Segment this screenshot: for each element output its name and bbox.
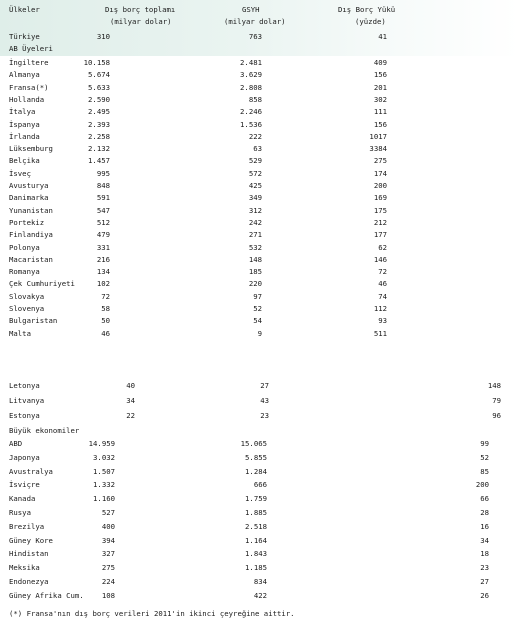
debt-value: 1.160 bbox=[93, 494, 115, 504]
ratio-value: 46 bbox=[378, 279, 387, 289]
ratio-value: 111 bbox=[373, 107, 387, 117]
ratio-value: 34 bbox=[480, 535, 489, 545]
gdp-value: 185 bbox=[248, 267, 262, 277]
debt-value: 14.959 bbox=[88, 439, 115, 448]
country-name: İrlanda bbox=[9, 131, 40, 141]
table-row bbox=[0, 396, 519, 407]
ratio-value: 146 bbox=[373, 254, 387, 264]
country-name: Belçika bbox=[9, 156, 40, 166]
debt-value: 275 bbox=[101, 563, 115, 573]
country-name: Avusturya bbox=[9, 181, 49, 190]
gdp-value: 5.855 bbox=[245, 452, 267, 462]
ratio-value: 275 bbox=[373, 156, 387, 166]
table-row bbox=[0, 439, 519, 450]
gdp-value: 54 bbox=[253, 316, 262, 326]
ratio-value: 112 bbox=[373, 304, 387, 313]
country-name: Japonya bbox=[9, 452, 40, 462]
ratio-value: 174 bbox=[373, 168, 387, 178]
debt-value: 22 bbox=[126, 411, 135, 420]
ratio-value: 93 bbox=[378, 316, 387, 326]
ratio-value: 212 bbox=[373, 217, 387, 227]
table-row bbox=[0, 480, 519, 491]
ratio-value: 156 bbox=[373, 70, 387, 80]
table-row bbox=[0, 255, 519, 266]
table-row bbox=[0, 181, 519, 192]
gdp-value: 43 bbox=[260, 396, 269, 405]
table-row bbox=[0, 156, 519, 167]
gdp-value: 572 bbox=[248, 168, 262, 178]
debt-value: 46 bbox=[101, 328, 110, 338]
country-name: Romanya bbox=[9, 267, 40, 277]
gdp-value: 97 bbox=[253, 291, 262, 301]
table-row bbox=[0, 83, 519, 94]
gdp-value: 220 bbox=[248, 279, 262, 289]
table-row bbox=[0, 206, 519, 217]
debt-value: 479 bbox=[96, 230, 110, 240]
country-name: Estonya bbox=[9, 411, 40, 420]
debt-value: 310 bbox=[96, 32, 110, 41]
debt-value: 102 bbox=[96, 279, 110, 289]
table-row bbox=[0, 169, 519, 180]
debt-value: 527 bbox=[101, 508, 115, 517]
table-row bbox=[0, 591, 519, 602]
ratio-value: 27 bbox=[480, 577, 489, 586]
debt-value: 591 bbox=[96, 193, 110, 203]
gdp-value: 27 bbox=[260, 381, 269, 390]
table-row bbox=[0, 316, 519, 327]
debt-value: 216 bbox=[96, 254, 110, 264]
debt-value: 10.158 bbox=[83, 58, 110, 67]
table-row bbox=[0, 95, 519, 106]
debt-value: 2.590 bbox=[88, 94, 110, 104]
debt-value: 1.332 bbox=[93, 480, 115, 490]
debt-value: 848 bbox=[96, 181, 110, 190]
country-name: Danimarka bbox=[9, 193, 49, 203]
table-row bbox=[0, 467, 519, 478]
table-row bbox=[0, 411, 519, 422]
gdp-value: 1.843 bbox=[245, 549, 267, 559]
table-row bbox=[0, 267, 519, 278]
gdp-value: 2.246 bbox=[240, 107, 262, 117]
ratio-value: 148 bbox=[487, 381, 501, 390]
debt-value: 512 bbox=[96, 217, 110, 227]
country-name: İspanya bbox=[9, 119, 40, 129]
debt-value: 1.507 bbox=[93, 466, 115, 476]
country-name: İsviçre bbox=[9, 480, 40, 490]
gdp-value: 834 bbox=[253, 577, 267, 586]
country-name: ABD bbox=[9, 439, 23, 448]
gdp-value: 2.518 bbox=[245, 521, 267, 531]
debt-value: 995 bbox=[96, 168, 110, 178]
table-row bbox=[0, 329, 519, 340]
header-debt-unit: (milyar dolar) bbox=[110, 17, 172, 26]
country-name: İsveç bbox=[9, 168, 31, 178]
country-name: Malta bbox=[9, 328, 31, 338]
debt-value: 2.393 bbox=[88, 119, 110, 129]
ratio-value: 96 bbox=[492, 411, 501, 420]
section-major-title: Büyük ekonomiler bbox=[9, 426, 80, 435]
table-row bbox=[0, 193, 519, 204]
gdp-value: 666 bbox=[253, 480, 267, 490]
debt-value: 3.032 bbox=[93, 452, 115, 462]
country-name: Endonezya bbox=[9, 577, 49, 586]
gdp-value: 15.065 bbox=[240, 439, 267, 448]
table-row bbox=[0, 453, 519, 464]
ratio-value: 85 bbox=[480, 466, 489, 476]
country-name: İngiltere bbox=[9, 58, 49, 67]
gdp-value: 312 bbox=[248, 205, 262, 215]
table-row bbox=[0, 120, 519, 131]
country-name: Almanya bbox=[9, 70, 40, 80]
country-name: Güney Afrika Cum. bbox=[9, 590, 84, 600]
debt-value: 400 bbox=[101, 521, 115, 531]
country-name: Portekiz bbox=[9, 217, 45, 227]
country-name: Çek Cumhuriyeti bbox=[9, 279, 75, 289]
gdp-value: 532 bbox=[248, 242, 262, 252]
ratio-value: 409 bbox=[373, 58, 387, 67]
gdp-value: 222 bbox=[248, 131, 262, 141]
gdp-value: 349 bbox=[248, 193, 262, 203]
country-name: Brezilya bbox=[9, 521, 45, 531]
gdp-value: 425 bbox=[248, 181, 262, 190]
header-gdp: GSYH bbox=[242, 5, 260, 14]
debt-value: 134 bbox=[96, 267, 110, 277]
table-row bbox=[0, 243, 519, 254]
country-name: Rusya bbox=[9, 508, 31, 517]
country-name: Macaristan bbox=[9, 254, 53, 264]
table-row bbox=[0, 536, 519, 547]
ratio-value: 16 bbox=[480, 521, 489, 531]
gdp-value: 23 bbox=[260, 411, 269, 420]
ratio-value: 66 bbox=[480, 494, 489, 504]
debt-value: 2.132 bbox=[88, 144, 110, 154]
country-name: Litvanya bbox=[9, 396, 45, 405]
country-name: Finlandiya bbox=[9, 230, 53, 240]
table-row bbox=[0, 304, 519, 315]
ratio-value: 3384 bbox=[369, 144, 387, 154]
debt-value: 72 bbox=[101, 291, 110, 301]
gdp-value: 3.629 bbox=[240, 70, 262, 80]
country-name: Slovakya bbox=[9, 291, 45, 301]
ratio-value: 177 bbox=[373, 230, 387, 240]
gdp-value: 1.284 bbox=[245, 466, 267, 476]
ratio-value: 72 bbox=[378, 267, 387, 277]
debt-value: 5.674 bbox=[88, 70, 110, 80]
gdp-value: 9 bbox=[257, 328, 262, 338]
table-row bbox=[0, 494, 519, 505]
debt-value: 50 bbox=[101, 316, 110, 326]
header-ratio: Dış Borç Yükü bbox=[338, 5, 396, 14]
ratio-value: 302 bbox=[373, 94, 387, 104]
gdp-value: 271 bbox=[248, 230, 262, 240]
table-row bbox=[0, 144, 519, 155]
ratio-value: 200 bbox=[373, 181, 387, 190]
debt-value: 5.633 bbox=[88, 82, 110, 92]
gdp-value: 63 bbox=[253, 144, 262, 154]
country-name: Hindistan bbox=[9, 549, 49, 559]
gdp-value: 1.885 bbox=[245, 508, 267, 517]
gdp-value: 1.164 bbox=[245, 535, 267, 545]
debt-value: 2.495 bbox=[88, 107, 110, 117]
ratio-value: 23 bbox=[480, 563, 489, 573]
country-name: Kanada bbox=[9, 494, 36, 504]
gdp-value: 148 bbox=[248, 254, 262, 264]
table-row bbox=[0, 292, 519, 303]
country-name: İtalya bbox=[9, 107, 36, 117]
table-row bbox=[0, 70, 519, 81]
gdp-value: 242 bbox=[248, 217, 262, 227]
country-name: Polonya bbox=[9, 242, 40, 252]
country-name: Avustralya bbox=[9, 466, 53, 476]
ratio-value: 28 bbox=[480, 508, 489, 517]
gdp-value: 2.808 bbox=[240, 82, 262, 92]
ratio-value: 200 bbox=[475, 480, 489, 490]
table-row-turkey bbox=[0, 32, 519, 43]
section-eu-title: AB Üyeleri bbox=[9, 44, 53, 53]
ratio-value: 156 bbox=[373, 119, 387, 129]
table-row bbox=[0, 577, 519, 588]
ratio-value: 201 bbox=[373, 82, 387, 92]
gdp-value: 1.759 bbox=[245, 494, 267, 504]
country-name: Hollanda bbox=[9, 94, 45, 104]
debt-value: 58 bbox=[101, 304, 110, 313]
gdp-value: 2.481 bbox=[240, 58, 262, 67]
ratio-value: 18 bbox=[480, 549, 489, 559]
debt-value: 224 bbox=[101, 577, 115, 586]
debt-value: 1.457 bbox=[88, 156, 110, 166]
country-name: Fransa(*) bbox=[9, 82, 49, 92]
ratio-value: 1017 bbox=[369, 131, 387, 141]
table-row bbox=[0, 132, 519, 143]
table-row bbox=[0, 230, 519, 241]
table-row bbox=[0, 563, 519, 574]
table-row bbox=[0, 508, 519, 519]
country-name: Bulgaristan bbox=[9, 316, 58, 326]
country-name: Lüksemburg bbox=[9, 144, 53, 154]
table-row bbox=[0, 279, 519, 290]
country-name: Yunanistan bbox=[9, 205, 53, 215]
gdp-value: 1.536 bbox=[240, 119, 262, 129]
gdp-value: 1.185 bbox=[245, 563, 267, 573]
country-name: Meksika bbox=[9, 563, 40, 573]
header-country: Ülkeler bbox=[9, 5, 40, 14]
debt-value: 108 bbox=[101, 590, 115, 600]
gdp-value: 422 bbox=[253, 590, 267, 600]
country-name: Letonya bbox=[9, 381, 40, 390]
table-row bbox=[0, 58, 519, 69]
debt-value: 2.258 bbox=[88, 131, 110, 141]
footnote: (*) Fransa'nın dış borç verileri 2011'in ikinci çeyreğine aittir. bbox=[9, 609, 295, 618]
header-debt: Dış borç toplamı bbox=[105, 5, 176, 14]
ratio-value: 52 bbox=[480, 452, 489, 462]
debt-value: 331 bbox=[96, 242, 110, 252]
debt-value: 34 bbox=[126, 396, 135, 405]
ratio-value: 169 bbox=[373, 193, 387, 203]
ratio-value: 511 bbox=[373, 328, 387, 338]
table-row bbox=[0, 218, 519, 229]
table-row bbox=[0, 381, 519, 392]
gdp-value: 763 bbox=[248, 32, 262, 41]
country-name: Türkiye bbox=[9, 32, 40, 41]
table-row bbox=[0, 522, 519, 533]
country-name: Slovenya bbox=[9, 304, 45, 313]
table-row bbox=[0, 107, 519, 118]
debt-value: 327 bbox=[101, 549, 115, 559]
ratio-value: 99 bbox=[480, 439, 489, 448]
gdp-value: 858 bbox=[248, 94, 262, 104]
table-row bbox=[0, 549, 519, 560]
debt-value: 394 bbox=[101, 535, 115, 545]
ratio-value: 74 bbox=[378, 291, 387, 301]
ratio-value: 79 bbox=[492, 396, 501, 405]
debt-value: 547 bbox=[96, 205, 110, 215]
gdp-value: 52 bbox=[253, 304, 262, 313]
ratio-value: 62 bbox=[378, 242, 387, 252]
ratio-value: 26 bbox=[480, 590, 489, 600]
country-name: Güney Kore bbox=[9, 535, 53, 545]
header-ratio-unit: (yüzde) bbox=[355, 17, 386, 26]
ratio-value: 175 bbox=[373, 205, 387, 215]
gdp-value: 529 bbox=[248, 156, 262, 166]
debt-value: 40 bbox=[126, 381, 135, 390]
header-gdp-unit: (milyar dolar) bbox=[224, 17, 286, 26]
ratio-value: 41 bbox=[378, 32, 387, 41]
